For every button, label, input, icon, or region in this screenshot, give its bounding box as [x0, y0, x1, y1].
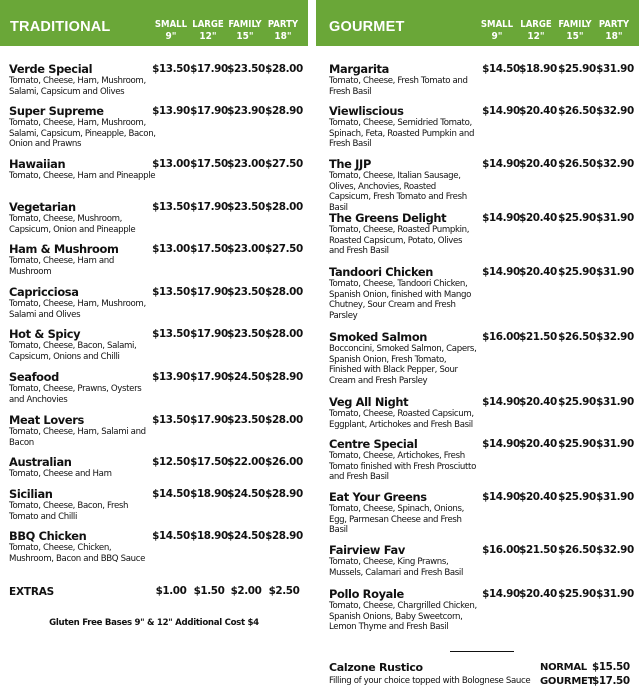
menu-item: [9, 201, 157, 235]
item-name: Veg All Night: [329, 395, 409, 409]
price-party: $28.00: [265, 286, 303, 298]
price-large: $18.90: [190, 530, 228, 542]
price-large: $17.90: [190, 286, 228, 298]
price-small: $13.50: [152, 414, 190, 426]
price-large: $20.40: [519, 588, 557, 600]
extras-price-party: $2.50: [268, 585, 300, 597]
price-family: $25.90: [558, 438, 596, 450]
size-small-heading: SMALL 9": [480, 19, 514, 42]
price-party: $32.90: [596, 331, 634, 343]
price-small: $14.90: [482, 105, 520, 117]
gourmet-title: GOURMET: [329, 19, 405, 35]
menu-item: [9, 328, 157, 362]
menu-item: [329, 396, 479, 430]
size-small-heading: SMALL 9": [154, 19, 188, 42]
item-name: Eat Your Greens: [329, 490, 427, 504]
price-small: $14.90: [482, 491, 520, 503]
price-family: $24.50: [227, 488, 265, 500]
menu-item: [329, 212, 479, 257]
divider: [450, 651, 514, 652]
price-party: $31.90: [596, 63, 634, 75]
price-family: $25.90: [558, 588, 596, 600]
item-name: BBQ Chicken: [9, 529, 87, 543]
item-description: Tomato, Cheese, Ham, Mushroom, Salami, Capsicum and Olives: [9, 76, 146, 97]
price-party: $27.50: [265, 243, 303, 255]
gourmet-header: [316, 0, 639, 46]
price-party: $28.90: [265, 530, 303, 542]
item-description: Tomato, Cheese, Chargrilled Chicken, Spanish Onions, Baby Sweetcorn, Lemon Thyme and Fresh Basil: [329, 601, 477, 633]
price-family: $25.90: [558, 266, 596, 278]
price-family: $25.90: [558, 396, 596, 408]
menu-item: [329, 105, 479, 150]
item-description: Tomato, Cheese, Ham, Salami and Bacon: [9, 427, 146, 448]
price-small: $16.00: [482, 544, 520, 556]
menu-item: [9, 158, 157, 182]
menu-item: [9, 63, 157, 97]
price-large: $17.90: [190, 105, 228, 117]
calzone-gourmet-price: $17.50: [592, 675, 630, 687]
price-family: $26.50: [558, 105, 596, 117]
price-small: $14.50: [152, 530, 190, 542]
price-small: $13.00: [152, 158, 190, 170]
extras-price-small: $1.00: [155, 585, 187, 597]
price-party: $27.50: [265, 158, 303, 170]
price-party: $31.90: [596, 438, 634, 450]
traditional-title: TRADITIONAL: [10, 19, 111, 35]
price-family: $23.50: [227, 63, 265, 75]
price-large: $20.40: [519, 438, 557, 450]
menu-item: [329, 331, 479, 386]
menu-item: [9, 456, 157, 480]
price-party: $28.90: [265, 105, 303, 117]
item-description: Tomato, Cheese and Ham: [9, 469, 112, 479]
menu-item: [9, 105, 157, 150]
menu-item: [9, 414, 157, 448]
calzone-normal-price: $15.50: [592, 661, 630, 673]
size-party-heading: PARTY 18": [267, 19, 299, 42]
price-large: $20.40: [519, 266, 557, 278]
price-party: $31.90: [596, 212, 634, 224]
price-family: $25.90: [558, 491, 596, 503]
calzone-description: Filling of your choice topped with Bolognese Sauce: [329, 676, 531, 686]
price-small: $13.50: [152, 201, 190, 213]
price-party: $28.00: [265, 414, 303, 426]
size-large-heading: LARGE 12": [520, 19, 552, 42]
item-name: Smoked Salmon: [329, 330, 428, 344]
price-small: $14.90: [482, 212, 520, 224]
item-name: Verde Special: [9, 62, 93, 76]
menu-item: [329, 491, 479, 536]
price-large: $17.90: [190, 328, 228, 340]
item-description: Tomato, Cheese, Roasted Pumpkin, Roasted Capsicum, Potato, Olives and Fresh Basil: [329, 225, 470, 257]
price-party: $28.00: [265, 63, 303, 75]
item-name: Viewliscious: [329, 104, 404, 118]
price-large: $17.90: [190, 414, 228, 426]
price-small: $13.50: [152, 286, 190, 298]
price-small: $13.90: [152, 371, 190, 383]
menu-item: [329, 438, 479, 483]
traditional-header: [0, 0, 308, 46]
price-party: $28.90: [265, 488, 303, 500]
price-party: $31.90: [596, 491, 634, 503]
price-small: $14.50: [152, 488, 190, 500]
gluten-free-note: Gluten Free Bases 9" & 12" Additional Cost $4: [49, 618, 259, 628]
item-description: Tomato, Cheese, Bacon, Fresh Tomato and Chilli: [9, 501, 129, 522]
item-name: Pollo Royale: [329, 587, 404, 601]
price-small: $13.50: [152, 328, 190, 340]
item-name: Sicilian: [9, 487, 53, 501]
menu-item: [329, 158, 479, 213]
item-name: Capricciosa: [9, 285, 79, 299]
menu-item: [329, 544, 479, 578]
price-small: $14.90: [482, 158, 520, 170]
item-name: Super Supreme: [9, 104, 104, 118]
price-large: $20.40: [519, 212, 557, 224]
menu-item: [329, 266, 479, 321]
item-name: Australian: [9, 455, 72, 469]
price-large: $17.50: [190, 243, 228, 255]
price-family: $23.00: [227, 243, 265, 255]
item-description: Tomato, Cheese, Spinach, Onions, Egg, Parmesan Cheese and Fresh Basil: [329, 504, 464, 536]
item-description: Tomato, Cheese, Mushroom, Capsicum, Onion and Pineapple: [9, 214, 136, 235]
price-party: $32.90: [596, 544, 634, 556]
item-description: Tomato, Cheese, Ham, Mushroom, Salami, Capsicum, Pineapple, Bacon, Onion and Prawns: [9, 118, 156, 150]
item-name: Seafood: [9, 370, 59, 384]
menu-item: [9, 371, 157, 405]
price-party: $31.90: [596, 396, 634, 408]
size-party-heading: PARTY 18": [598, 19, 630, 42]
item-description: Tomato, Cheese, King Prawns, Mussels, Calamari and Fresh Basil: [329, 557, 464, 578]
price-family: $23.50: [227, 328, 265, 340]
price-small: $13.00: [152, 243, 190, 255]
item-name: The Greens Delight: [329, 211, 447, 225]
menu-item: [9, 530, 157, 564]
price-family: $24.50: [227, 371, 265, 383]
price-family: $23.90: [227, 105, 265, 117]
price-small: $13.50: [152, 63, 190, 75]
size-large-heading: LARGE 12": [192, 19, 224, 42]
price-large: $18.90: [190, 488, 228, 500]
price-large: $17.90: [190, 63, 228, 75]
item-name: Ham & Mushroom: [9, 242, 119, 256]
price-party: $28.00: [265, 328, 303, 340]
item-description: Tomato, Cheese, Ham and Mushroom: [9, 256, 114, 277]
menu-item: [329, 588, 479, 633]
price-party: $31.90: [596, 266, 634, 278]
extras-label: EXTRAS: [9, 586, 55, 598]
extras-price-large: $1.50: [193, 585, 225, 597]
item-name: The JJP: [329, 157, 371, 171]
price-family: $23.50: [227, 414, 265, 426]
item-name: Vegetarian: [9, 200, 76, 214]
price-large: $20.40: [519, 491, 557, 503]
price-family: $26.50: [558, 544, 596, 556]
calzone-name: Calzone Rustico: [329, 661, 423, 674]
price-large: $17.90: [190, 371, 228, 383]
price-family: $26.50: [558, 158, 596, 170]
price-party: $32.90: [596, 105, 634, 117]
menu-item: [9, 243, 157, 277]
price-large: $17.90: [190, 201, 228, 213]
item-description: Tomato, Cheese, Chicken, Mushroom, Bacon and BBQ Sauce: [9, 543, 146, 564]
item-name: Hawaiian: [9, 157, 66, 171]
price-small: $14.90: [482, 396, 520, 408]
price-party: $28.00: [265, 201, 303, 213]
price-large: $20.40: [519, 158, 557, 170]
price-small: $16.00: [482, 331, 520, 343]
price-small: $14.90: [482, 588, 520, 600]
price-family: $25.90: [558, 212, 596, 224]
price-family: $23.50: [227, 201, 265, 213]
price-party: $31.90: [596, 588, 634, 600]
item-name: Hot & Spicy: [9, 327, 81, 341]
price-family: $22.00: [227, 456, 265, 468]
item-description: Tomato, Cheese, Ham, Mushroom, Salami and Olives: [9, 299, 146, 320]
item-description: Tomato, Cheese, Roasted Capsicum, Eggplant, Artichokes and Fresh Basil: [329, 409, 474, 430]
price-family: $24.50: [227, 530, 265, 542]
price-large: $18.90: [519, 63, 557, 75]
price-party: $32.90: [596, 158, 634, 170]
menu-item: [9, 286, 157, 320]
extras-price-family: $2.00: [230, 585, 262, 597]
item-name: Meat Lovers: [9, 413, 84, 427]
item-description: Tomato, Cheese, Tandoori Chicken, Spanish Onion, finished with Mango Chutney, Sour Cream and Fresh Parsley: [329, 279, 471, 321]
item-description: Tomato, Cheese, Semidried Tomato, Spinach, Feta, Roasted Pumpkin and Fresh Basil: [329, 118, 475, 150]
price-small: $14.90: [482, 266, 520, 278]
item-name: Tandoori Chicken: [329, 265, 434, 279]
price-family: $26.50: [558, 331, 596, 343]
size-family-heading: FAMILY 15": [558, 19, 592, 42]
item-name: Fairview Fav: [329, 543, 405, 557]
price-large: $17.50: [190, 456, 228, 468]
item-description: Bocconcini, Smoked Salmon, Capers, Spanish Onion, Fresh Tomato, Finished with Black Pepper, Sour Cream and Fresh Parsley: [329, 344, 477, 386]
price-large: $20.40: [519, 105, 557, 117]
item-description: Tomato, Cheese, Bacon, Salami, Capsicum, Onions and Chilli: [9, 341, 137, 362]
item-name: Centre Special: [329, 437, 418, 451]
item-description: Tomato, Cheese, Prawns, Oysters and Anchovies: [9, 384, 142, 405]
price-small: $12.50: [152, 456, 190, 468]
price-family: $23.00: [227, 158, 265, 170]
price-party: $26.00: [265, 456, 303, 468]
menu-item: [329, 63, 479, 97]
price-large: $20.40: [519, 396, 557, 408]
price-large: $17.50: [190, 158, 228, 170]
price-family: $25.90: [558, 63, 596, 75]
price-small: $13.90: [152, 105, 190, 117]
price-large: $21.50: [519, 331, 557, 343]
item-description: Tomato, Cheese, Ham and Pineapple: [9, 171, 156, 181]
price-small: $14.90: [482, 438, 520, 450]
item-description: Tomato, Cheese, Artichokes, Fresh Tomato finished with Fresh Prosciutto and Fresh Basil: [329, 451, 476, 483]
menu-item: [9, 488, 157, 522]
price-family: $23.50: [227, 286, 265, 298]
item-name: Margarita: [329, 62, 389, 76]
item-description: Tomato, Cheese, Fresh Tomato and Fresh Basil: [329, 76, 468, 97]
price-large: $21.50: [519, 544, 557, 556]
size-family-heading: FAMILY 15": [228, 19, 262, 42]
calzone-gourmet-label: GOURMET: [540, 676, 595, 687]
price-small: $14.50: [482, 63, 520, 75]
item-description: Tomato, Cheese, Italian Sausage, Olives, Anchovies, Roasted Capsicum, Fresh Tomato and Fresh Basil: [329, 171, 467, 213]
price-party: $28.90: [265, 371, 303, 383]
calzone-normal-label: NORMAL: [540, 662, 587, 673]
